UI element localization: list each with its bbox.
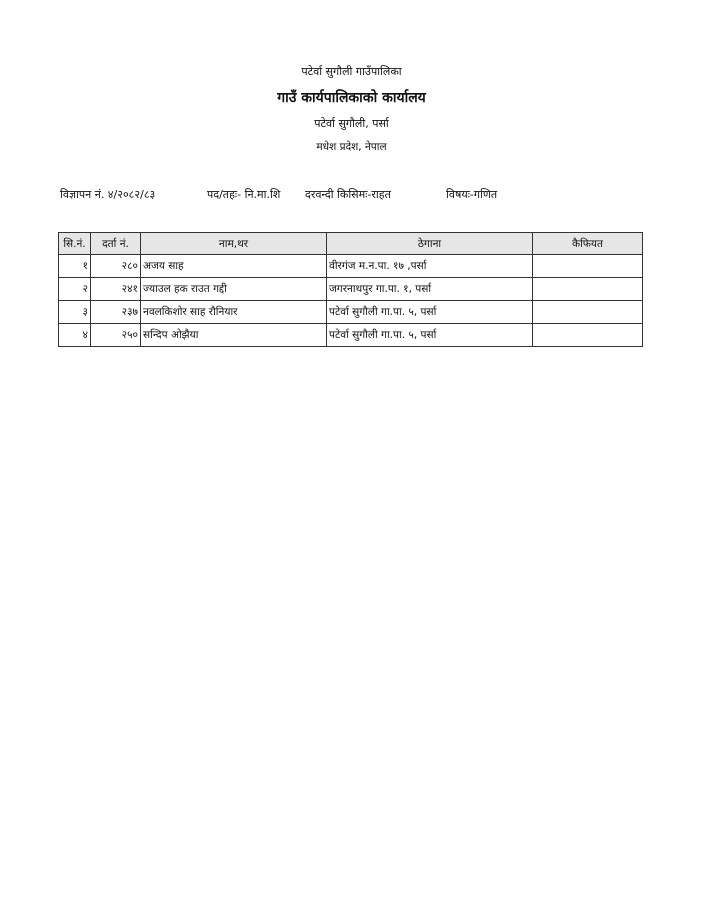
cell-serial: ४ [59,324,91,347]
province-country: मधेश प्रदेश, नेपाल [316,141,387,153]
candidate-table [58,232,643,347]
header-address: ठेगाना [327,233,533,255]
cell-name: ज्याउल हक राउत गद्दी [141,278,327,301]
cell-remarks [533,278,643,301]
municipality-name: पटेर्वा सुगौली गाउँपालिका [301,65,402,78]
cell-address: पटेर्वा सुगौली गा.पा. ५, पर्सा [327,324,533,347]
table-row [59,324,643,347]
cell-serial: ३ [59,301,91,324]
table-header-row [59,233,643,255]
header-serial: सि.नं. [59,233,91,255]
cell-address: वीरगंज म.न.पा. १७ ,पर्सा [327,255,533,278]
cell-registration: २५० [91,324,141,347]
cell-name: अजय साह [141,255,327,278]
header-remarks: कैफियत [533,233,643,255]
cell-name: सन्दिप ओझैया [141,324,327,347]
position-type: दरवन्दी किसिमः-राहत [305,188,391,201]
advert-number: विज्ञापन नं. ४/२०८२/८३ [60,188,156,201]
office-title: गाउँ कार्यपालिकाको कार्यालय [277,90,426,106]
cell-name: नवलकिशोर साह रौनियार [141,301,327,324]
header-registration: दर्ता नं. [91,233,141,255]
post-level: पद/तहः- नि.मा.शि [207,188,281,201]
table-row [59,278,643,301]
cell-remarks [533,324,643,347]
cell-serial: १ [59,255,91,278]
cell-registration: २४१ [91,278,141,301]
subject: विषयः-गणित [446,188,498,201]
table-row [59,301,643,324]
office-location: पटेर्वा सुगौली, पर्सा [314,117,389,130]
cell-remarks [533,255,643,278]
header-name: नाम,थर [141,233,327,255]
cell-serial: २ [59,278,91,301]
cell-address: जगरनाथपुर गा.पा. १, पर्सा [327,278,533,301]
cell-remarks [533,301,643,324]
cell-address: पटेर्वा सुगौली गा.पा. ५, पर्सा [327,301,533,324]
cell-registration: २३७ [91,301,141,324]
table-row [59,255,643,278]
cell-registration: २८० [91,255,141,278]
